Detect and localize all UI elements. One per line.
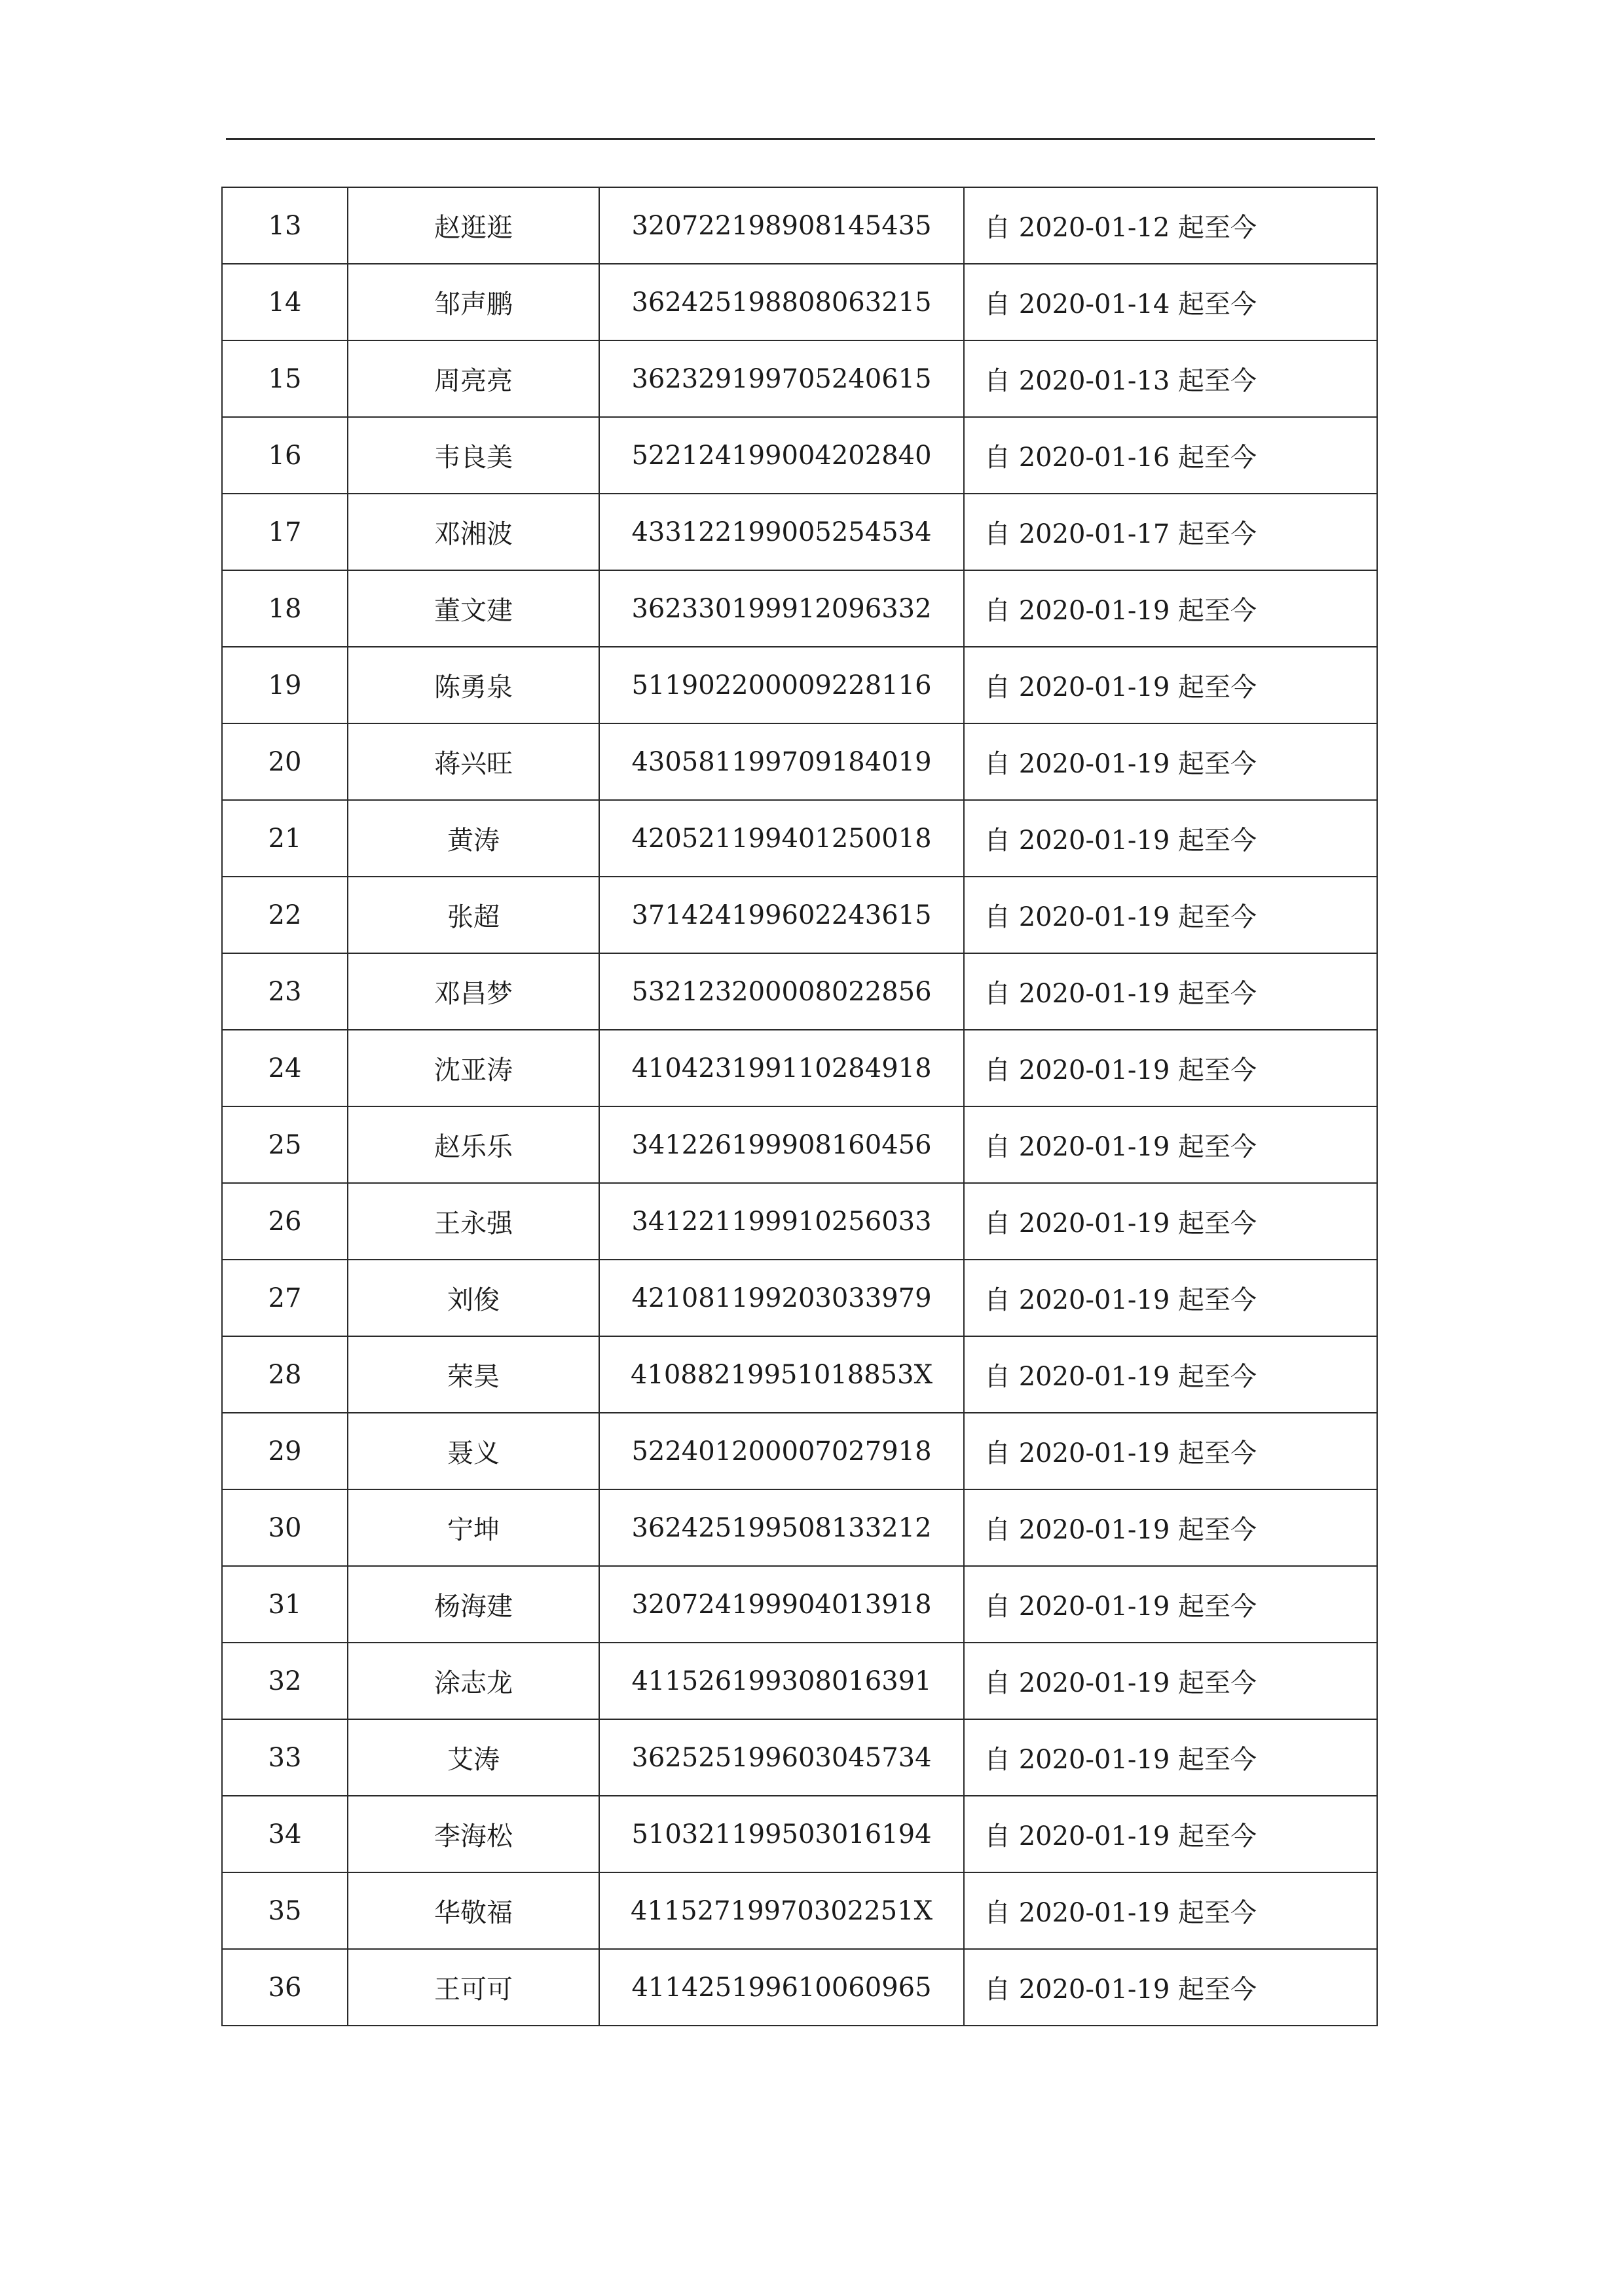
name-cell: 黄涛 — [348, 800, 599, 877]
table-row — [222, 1336, 1377, 1413]
id-number-cell: 532123200008022856 — [599, 953, 964, 1030]
row-number-cell: 30 — [222, 1489, 348, 1566]
row-number-cell: 24 — [222, 1030, 348, 1106]
table-row — [222, 647, 1377, 723]
id-number-cell: 522401200007027918 — [599, 1413, 964, 1489]
period-cell: 自 2020-01-19 起至今 — [964, 647, 1377, 723]
name-cell: 周亮亮 — [348, 340, 599, 417]
period-cell: 自 2020-01-19 起至今 — [964, 1183, 1377, 1260]
name-cell: 杨海建 — [348, 1566, 599, 1643]
name-cell: 宁坤 — [348, 1489, 599, 1566]
row-number-cell: 15 — [222, 340, 348, 417]
row-number-cell: 26 — [222, 1183, 348, 1260]
row-number-cell: 16 — [222, 417, 348, 494]
name-cell: 张超 — [348, 877, 599, 953]
row-number-cell: 23 — [222, 953, 348, 1030]
period-cell: 自 2020-01-19 起至今 — [964, 723, 1377, 800]
period-cell: 自 2020-01-19 起至今 — [964, 570, 1377, 647]
row-number-cell: 31 — [222, 1566, 348, 1643]
name-cell: 李海松 — [348, 1796, 599, 1872]
period-cell: 自 2020-01-19 起至今 — [964, 1413, 1377, 1489]
period-cell: 自 2020-01-19 起至今 — [964, 1949, 1377, 2026]
name-cell: 赵逛逛 — [348, 187, 599, 264]
id-number-cell: 371424199602243615 — [599, 877, 964, 953]
id-number-cell: 421081199203033979 — [599, 1260, 964, 1336]
row-number-cell: 19 — [222, 647, 348, 723]
row-number-cell: 18 — [222, 570, 348, 647]
table-row — [222, 1643, 1377, 1719]
header-rule — [226, 138, 1375, 140]
row-number-cell: 25 — [222, 1106, 348, 1183]
table-row — [222, 1489, 1377, 1566]
name-cell: 赵乐乐 — [348, 1106, 599, 1183]
id-number-cell: 362329199705240615 — [599, 340, 964, 417]
id-number-cell: 411526199308016391 — [599, 1643, 964, 1719]
row-number-cell: 20 — [222, 723, 348, 800]
name-cell: 蒋兴旺 — [348, 723, 599, 800]
id-number-cell: 410423199110284918 — [599, 1030, 964, 1106]
row-number-cell: 28 — [222, 1336, 348, 1413]
period-cell: 自 2020-01-19 起至今 — [964, 1643, 1377, 1719]
name-cell: 王可可 — [348, 1949, 599, 2026]
period-cell: 自 2020-01-19 起至今 — [964, 800, 1377, 877]
period-cell: 自 2020-01-16 起至今 — [964, 417, 1377, 494]
row-number-cell: 36 — [222, 1949, 348, 2026]
table-row — [222, 1413, 1377, 1489]
id-number-cell: 430581199709184019 — [599, 723, 964, 800]
period-cell: 自 2020-01-19 起至今 — [964, 1030, 1377, 1106]
table-row — [222, 1949, 1377, 2026]
id-number-cell: 341226199908160456 — [599, 1106, 964, 1183]
name-cell: 艾涛 — [348, 1719, 599, 1796]
name-cell: 涂志龙 — [348, 1643, 599, 1719]
period-cell: 自 2020-01-19 起至今 — [964, 1336, 1377, 1413]
name-cell: 聂义 — [348, 1413, 599, 1489]
id-number-cell: 362425199508133212 — [599, 1489, 964, 1566]
name-cell: 邓昌梦 — [348, 953, 599, 1030]
row-number-cell: 22 — [222, 877, 348, 953]
table-row — [222, 1106, 1377, 1183]
period-cell: 自 2020-01-19 起至今 — [964, 877, 1377, 953]
table-row — [222, 1030, 1377, 1106]
period-cell: 自 2020-01-12 起至今 — [964, 187, 1377, 264]
period-cell: 自 2020-01-19 起至今 — [964, 1106, 1377, 1183]
table-row — [222, 264, 1377, 340]
table-row — [222, 1719, 1377, 1796]
table-row — [222, 800, 1377, 877]
row-number-cell: 21 — [222, 800, 348, 877]
period-cell: 自 2020-01-19 起至今 — [964, 953, 1377, 1030]
table-row — [222, 187, 1377, 264]
id-number-cell: 362525199603045734 — [599, 1719, 964, 1796]
name-cell: 荣昊 — [348, 1336, 599, 1413]
row-number-cell: 17 — [222, 494, 348, 570]
name-cell: 王永强 — [348, 1183, 599, 1260]
table-row — [222, 570, 1377, 647]
id-number-cell: 341221199910256033 — [599, 1183, 964, 1260]
id-number-cell: 433122199005254534 — [599, 494, 964, 570]
table-row — [222, 1566, 1377, 1643]
period-cell: 自 2020-01-19 起至今 — [964, 1260, 1377, 1336]
name-cell: 韦良美 — [348, 417, 599, 494]
table-body — [222, 187, 1377, 2026]
id-number-cell: 411425199610060965 — [599, 1949, 964, 2026]
name-cell: 刘俊 — [348, 1260, 599, 1336]
row-number-cell: 27 — [222, 1260, 348, 1336]
table-row — [222, 1183, 1377, 1260]
id-number-cell: 41152719970302251X — [599, 1872, 964, 1949]
name-cell: 邹声鹏 — [348, 264, 599, 340]
period-cell: 自 2020-01-17 起至今 — [964, 494, 1377, 570]
id-number-cell: 510321199503016194 — [599, 1796, 964, 1872]
row-number-cell: 34 — [222, 1796, 348, 1872]
name-cell: 邓湘波 — [348, 494, 599, 570]
name-cell: 华敬福 — [348, 1872, 599, 1949]
period-cell: 自 2020-01-19 起至今 — [964, 1719, 1377, 1796]
row-number-cell: 35 — [222, 1872, 348, 1949]
table-row — [222, 1796, 1377, 1872]
period-cell: 自 2020-01-19 起至今 — [964, 1872, 1377, 1949]
id-number-cell: 511902200009228116 — [599, 647, 964, 723]
personnel-table — [221, 187, 1378, 2026]
id-number-cell: 362330199912096332 — [599, 570, 964, 647]
table-row — [222, 340, 1377, 417]
row-number-cell: 13 — [222, 187, 348, 264]
table-row — [222, 1260, 1377, 1336]
table-row — [222, 494, 1377, 570]
row-number-cell: 29 — [222, 1413, 348, 1489]
row-number-cell: 33 — [222, 1719, 348, 1796]
table-row — [222, 953, 1377, 1030]
table-row — [222, 1872, 1377, 1949]
period-cell: 自 2020-01-13 起至今 — [964, 340, 1377, 417]
table-row — [222, 723, 1377, 800]
period-cell: 自 2020-01-19 起至今 — [964, 1796, 1377, 1872]
table-row — [222, 417, 1377, 494]
id-number-cell: 522124199004202840 — [599, 417, 964, 494]
id-number-cell: 41088219951018853X — [599, 1336, 964, 1413]
id-number-cell: 320722198908145435 — [599, 187, 964, 264]
name-cell: 陈勇泉 — [348, 647, 599, 723]
name-cell: 沈亚涛 — [348, 1030, 599, 1106]
row-number-cell: 32 — [222, 1643, 348, 1719]
row-number-cell: 14 — [222, 264, 348, 340]
period-cell: 自 2020-01-19 起至今 — [964, 1566, 1377, 1643]
name-cell: 董文建 — [348, 570, 599, 647]
table-row — [222, 877, 1377, 953]
id-number-cell: 320724199904013918 — [599, 1566, 964, 1643]
id-number-cell: 362425198808063215 — [599, 264, 964, 340]
period-cell: 自 2020-01-19 起至今 — [964, 1489, 1377, 1566]
period-cell: 自 2020-01-14 起至今 — [964, 264, 1377, 340]
id-number-cell: 420521199401250018 — [599, 800, 964, 877]
